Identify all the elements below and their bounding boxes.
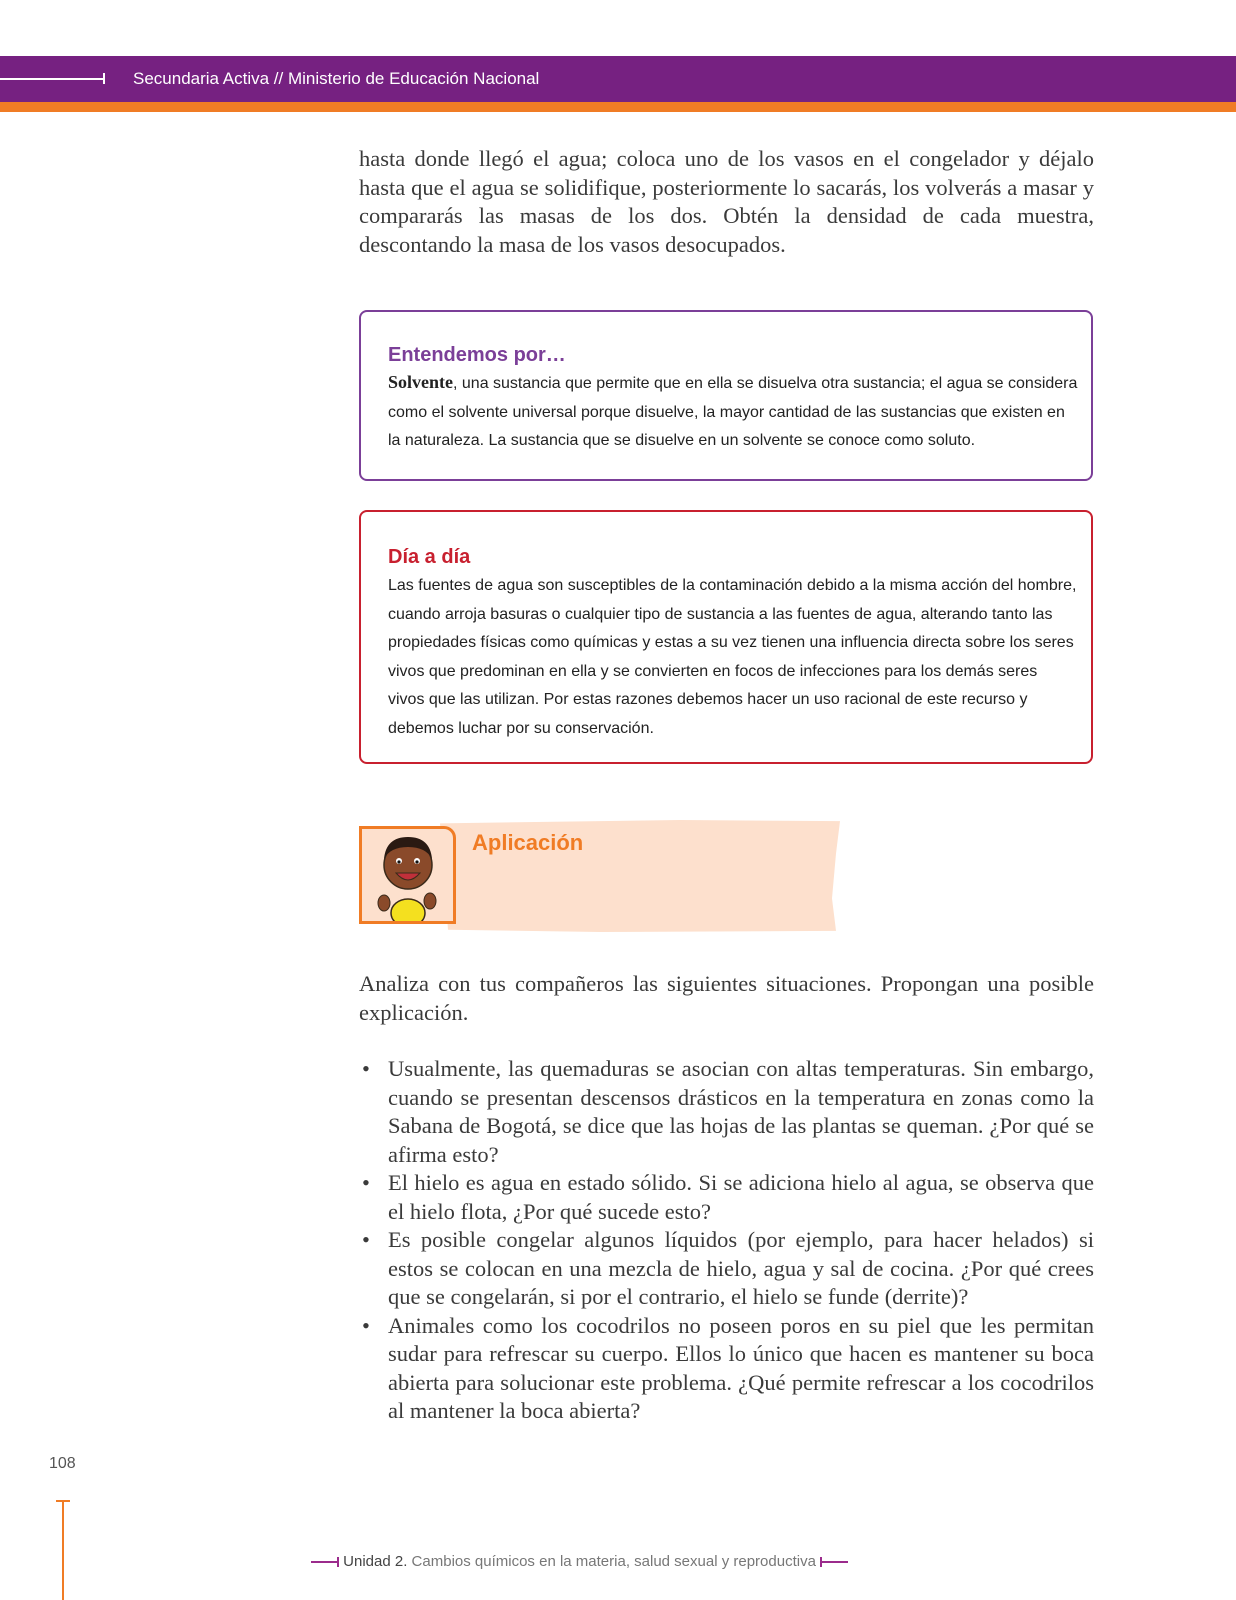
- aplicacion-character-frame: [359, 826, 456, 924]
- list-item: • El hielo es agua en estado sólido. Si se adiciona hielo al agua, se observa que el hielo flota, ¿Por qué sucede esto?: [362, 1170, 1094, 1224]
- footer-unit-label: Unidad 2.: [343, 1553, 408, 1570]
- footer-right-rule: [820, 1561, 848, 1563]
- footer: [311, 1552, 848, 1572]
- footer-decor-line: [62, 1500, 64, 1600]
- page-number: 108: [49, 1455, 76, 1472]
- entendemos-title: Entendemos por…: [388, 344, 566, 366]
- dia-a-dia-text: Las fuentes de agua son susceptibles de la contaminación debido a la misma acción del hombre, cuando arroja basuras o cualquier tipo de sustancia a las fuentes de agua, alterando tanto las propiedades físicas como químicas y estas a su vez tienen una influencia directa sobre los seres vivos que predominan en ella y se convierten en focos de infecciones para los demás seres vivos que las utilizan. Por estas razones debemos hacer un uso racional de este recurso y debemos luchar por su conservación.: [388, 577, 1077, 737]
- dia-a-dia-title: Día a día: [388, 546, 471, 568]
- footer-left-rule: [311, 1561, 339, 1563]
- header-decor-tick: [103, 73, 105, 84]
- list-item: • Es posible congelar algunos líquidos (por ejemplo, para hacer helados) si estos se colocan en una mezcla de hielo, agua y sal de cocina. ¿Por qué crees que se congelarán, si por el contrario, el hielo se funde (derrite)?: [362, 1227, 1094, 1309]
- entendemos-term: Solvente: [388, 372, 453, 392]
- footer-unit-title: Cambios químicos en la materia, salud sexual y reproductiva: [407, 1553, 816, 1570]
- situations-list: [359, 1055, 1094, 1426]
- entendemos-definition: , una sustancia que permite que en ella se disuelva otra sustancia; el agua se considera como el solvente universal porque disuelve, la mayor cantidad de las sustancias que existen en la naturaleza. La sustancia que se disuelve en un solvente se conoce como soluto.: [388, 375, 1078, 449]
- aplicacion-intro: Analiza con tus compañeros las siguientes situaciones. Propongan una posible explicación.: [359, 971, 1094, 1025]
- dia-a-dia-box: [359, 510, 1093, 764]
- bullet-icon: •: [362, 1056, 370, 1081]
- bullet-icon: •: [362, 1312, 370, 1338]
- header-title: Secundaria Activa // Ministerio de Educación Nacional: [133, 69, 540, 88]
- header-decor-line: [0, 78, 104, 80]
- intro-paragraph: hasta donde llegó el agua; coloca uno de los vasos en el congelador y déjalo hasta que el agua se solidifique, posteriormente lo sacarás, los volverás a masar y compararás las masas de los dos. Obtén la densidad de cada muestra, descontando la masa de los vasos desocupados.: [359, 146, 1094, 257]
- entendemos-box: [359, 310, 1093, 481]
- list-item: • Usualmente, las quemaduras se asocian con altas temperaturas. Sin embargo, cuando se presentan descensos drásticos en la temperatura en zonas como la Sabana de Bogotá, se dice que las hojas de las plantas se queman. ¿Por qué se afirma esto?: [362, 1056, 1094, 1167]
- entendemos-text: [388, 368, 1078, 456]
- boy-thumbs-up-icon: [362, 829, 453, 921]
- header-stripe: [0, 102, 1236, 112]
- list-item: • Animales como los cocodrilos no poseen poros en su piel que les permitan sudar para refrescar su cuerpo. Ellos lo único que hacen es mantener su boca abierta para solucionar este problema. ¿Qué permite refrescar a los cocodrilos al mantener la boca abierta?: [362, 1312, 1094, 1423]
- bullet-icon: •: [362, 1227, 370, 1252]
- bullet-icon: •: [362, 1170, 370, 1195]
- aplicacion-title: Aplicación: [472, 830, 584, 855]
